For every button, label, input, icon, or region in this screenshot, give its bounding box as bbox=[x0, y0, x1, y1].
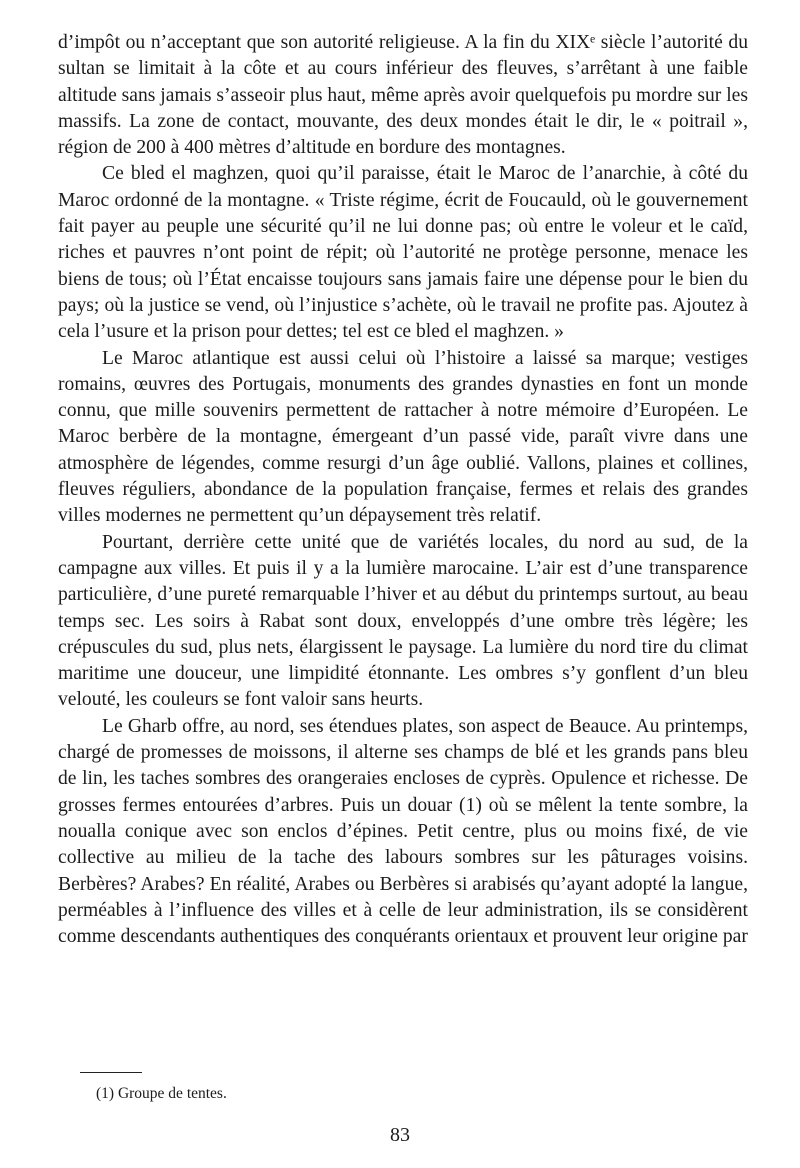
page-number: 83 bbox=[390, 1124, 410, 1146]
paragraph-1: d’impôt ou n’acceptant que son autorité religieuse. A la fin du XIXᵉ siècle l’autorité du sultan se limitait à la côte et au cours inférieur des fleuves, s’arrêtant à une faible altitude sans jamais s’asseoir plus haut, même après avoir quelquefois pu mordre sur les massifs. La zone de contact, mouvante, des deux mondes était le dir, le « poitrail », région de 200 à 400 mètres d’altitude en bordure des montagnes. bbox=[58, 32, 748, 159]
paragraph-5: Le Gharb offre, au nord, ses étendues plates, son aspect de Beauce. Au printemps, chargé de promesses de moissons, il alterne ses champs de blé et les grands pans bleu de lin, les taches sombres des orangeraies encloses de cyprès. Opulence et richesse. De grosses fermes entourées d’arbres. Puis un douar (1) où se mêlent la tente sombre, la noualla conique avec son enclos d’épines. Petit centre, plus ou moins fixé, de vie collective au milieu de la tache des labours sombres sur les pâturages voisins. Berbères? Arabes? En réalité, Arabes ou Berbères si arabisés qu’ayant adopté la langue, perméables à l’influence des villes et à celle de leur administration, ils se considèrent comme descendants authentiques des conquérants orientaux et prouvent leur origine par bbox=[58, 715, 748, 948]
footnote-divider bbox=[80, 1072, 142, 1073]
page-body bbox=[58, 30, 748, 950]
paragraph-3: Le Maroc atlantique est aussi celui où l’histoire a laissé sa marque; vestiges romains, œuvres des Portugais, monuments des grandes dynasties en font un monde connu, que mille souvenirs permettent de rattacher à notre mémoire d’Européen. Le Maroc berbère de la montagne, émergeant d’un passé vide, paraît vivre dans une atmosphère de légendes, comme resurgi d’un âge oublié. Vallons, plaines et collines, fleuves réguliers, abondance de la population française, fermes et relais des grandes villes modernes ne permettent qu’un dépaysement très relatif. bbox=[58, 347, 748, 527]
paragraph-2: Ce bled el maghzen, quoi qu’il paraisse, était le Maroc de l’anarchie, à côté du Maroc ordonné de la montagne. « Triste régime, écrit de Foucauld, où le gouvernement fait payer au peuple une sécurité qu’il ne lui donne pas; où entre le voleur et le caïd, riches et pauvres n’ont point de répit; où l’autorité ne protège personne, menace les biens de tous; où l’État encaisse toujours sans jamais faire une dépense pour le bien du pays; où la justice se vend, où l’injustice s’achète, où le travail ne profite pas. Ajoutez à cela l’usure et la prison pour dettes; tel est ce bled el maghzen. » bbox=[58, 163, 748, 343]
paragraph-4: Pourtant, derrière cette unité que de variétés locales, du nord au sud, de la campagne aux villes. Et puis il y a la lumière marocaine. L’air est d’une transparence particulière, d’une pureté remarquable l’hiver et au début du printemps surtout, au beau temps sec. Les soirs à Rabat sont doux, enveloppés d’une ombre très légère; les crépuscules du sud, plus nets, élargissent le paysage. La lumière du nord tire du climat maritime une douceur, une limpidité étonnante. Les ombres s’y gonflent d’un bleu velouté, les couleurs se font valoir sans heurts. bbox=[58, 531, 748, 711]
footnote: (1) Groupe de tentes. bbox=[96, 1085, 227, 1102]
